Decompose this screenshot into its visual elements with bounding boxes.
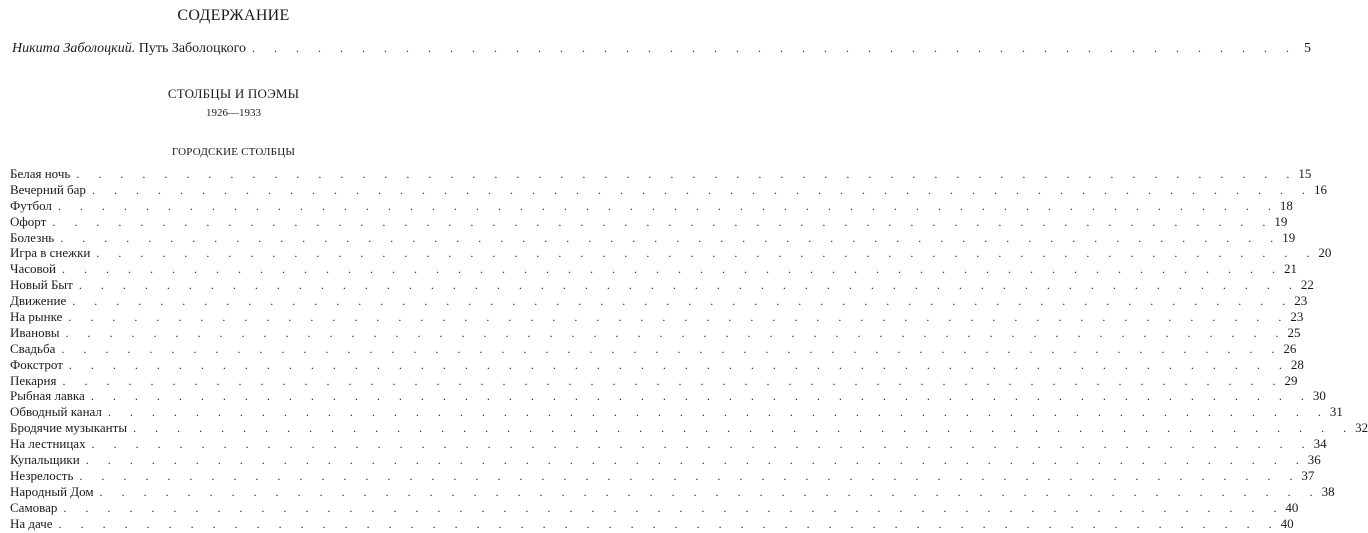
toc-entry[interactable]	[10, 166, 1312, 182]
toc-entry-title: Движение	[10, 293, 67, 309]
section-title: СТОЛБЦЫ И ПОЭМЫ	[167, 86, 300, 101]
toc-entry-page-number: 32	[1355, 420, 1368, 436]
dot-leader: . . . . . . . . . . . . . . . . . . . . . . . . . . . . . . . . . . . . . . . . . . . . . . . . . . . . . . . .	[85, 453, 1307, 468]
toc-entry-title: Народный Дом	[10, 483, 94, 499]
toc-entry[interactable]	[10, 420, 1368, 436]
toc-entry-page-number: 30	[1312, 388, 1326, 404]
dot-leader: . . . . . . . . . . . . . . . . . . . . . . . . . . . . . . . . . . . . . . . . . . . . . . . . . . . . . . . .	[58, 516, 1280, 531]
intro-page-number: 5	[1303, 41, 1311, 56]
intro-title: Путь Заболоцкого	[138, 41, 246, 56]
dot-leader: . . . . . . . . . . . . . . . . . . . . . . . . . . . . . . . . . . . . . . . . . . . . . . . . . . . . . . . .	[62, 373, 1284, 388]
dot-leader: . . . . . . . . . . . . . . . . . . . . . . . . . . . . . . . . . . . . . . . . . . . . . . . . . . . . . . . .	[107, 405, 1329, 420]
toc-entry-title: Футбол	[10, 197, 52, 213]
toc-entry[interactable]	[10, 372, 1298, 389]
dot-leader: . . . . . . . . . . . . . . . . . . . . . . . . . . . . . . . . . . . . . . . . . . . . . . . . . . . . . . . .	[78, 278, 1300, 293]
toc-entry[interactable]	[10, 245, 1332, 261]
toc-entry[interactable]	[10, 277, 1314, 293]
toc-entry-page-number: 37	[1301, 467, 1315, 483]
toc-entry[interactable]	[10, 181, 1327, 198]
intro-author: Никита Заболоцкий.	[12, 41, 136, 56]
toc-entry-page-number: 26	[1283, 340, 1297, 356]
toc-entry-title: На лестницах	[10, 436, 86, 452]
toc-entry-page-number: 19	[1282, 229, 1296, 245]
dot-leader: . . . . . . . . . . . . . . . . . . . . . . . . . . . . . . . . . . . . . . . . . . . . . . . . . . . . . . . .	[68, 357, 1290, 372]
toc-entry[interactable]	[10, 197, 1293, 214]
toc-list	[10, 166, 1368, 531]
toc-entry[interactable]	[10, 483, 1335, 500]
toc-entry-page-number: 34	[1313, 436, 1327, 452]
toc-entry-page-number: 19	[1274, 213, 1288, 229]
section-years: 1926—1933	[206, 107, 261, 119]
toc-entry-page-number: 29	[1284, 372, 1298, 388]
toc-entry-page-number: 21	[1284, 261, 1297, 277]
dot-leader: . . . . . . . . . . . . . . . . . . . . . . . . . . . . . . . . . . . . . . . . . . . . . . . . . . . . . . . .	[68, 310, 1290, 325]
toc-entry-title: Бродячие музыканты	[10, 420, 128, 436]
toc-entry-page-number: 16	[1313, 181, 1327, 197]
toc-entry-title: Купальщики	[10, 452, 80, 468]
toc-entry-page-number: 40	[1280, 515, 1294, 531]
toc-entry-title: Пекарня	[10, 372, 57, 388]
toc-entry-title: Рыбная лавка	[10, 388, 85, 404]
dot-leader: . . . . . . . . . . . . . . . . . . . . . . . . . . . . . . . . . . . . . . . . . . . . . . . . . . . . . . . .	[61, 341, 1283, 356]
toc-entry[interactable]	[10, 324, 1301, 341]
toc-entry-title: Часовой	[10, 261, 56, 277]
dot-leader: . . . . . . . . . . . . . . . . . . . . . . . . . . . . . . . . . . . . . . . . . . . . . . . . . . . . . . . .	[57, 198, 1279, 213]
toc-entry[interactable]	[10, 467, 1315, 484]
dot-leader: . . . . . . . . . . . . . . . . . . . . . . . . . . . . . . . . . . . . . . . . . . . . . . . . . . . . . . . .	[91, 437, 1313, 452]
toc-entry-title: Фокстрот	[10, 356, 63, 372]
toc-intro-entry[interactable]	[12, 41, 1311, 59]
dot-leader: . . . . . . . . . . . . . . . . . . . . . . . . . . . . . . . . . . . . . . . . . . . . . . . . . . . . . . . .	[52, 214, 1274, 229]
toc-entry-title: Болезнь	[10, 229, 55, 245]
toc-entry[interactable]	[10, 309, 1304, 325]
toc-entry-page-number: 15	[1298, 166, 1312, 181]
toc-entry[interactable]	[10, 229, 1296, 246]
toc-entry-page-number: 20	[1318, 245, 1332, 261]
dot-leader: . . . . . . . . . . . . . . . . . . . . . . . . . . . . . . . . . . . . . . . . . . . . . . . . . . . . . . . .	[90, 389, 1312, 404]
toc-entry-page-number: 23	[1290, 309, 1304, 325]
toc-entry-title: Новый Быт	[10, 277, 73, 293]
toc-entry[interactable]	[10, 404, 1343, 420]
toc-entry-title: Белая ночь	[10, 166, 71, 181]
toc-entry[interactable]	[10, 340, 1297, 357]
toc-entry-page-number: 25	[1287, 324, 1301, 340]
dot-leader: . . . . . . . . . . . . . . . . . . . . . . . . . . . . . . . . . . . . . . . . . . . . . . . . . . . . . . . .	[76, 167, 1298, 181]
dot-leader: . . . . . . . . . . . . . . . . . . . . . . . . . . . . . . . . . . . . . . . . . . . . . . . . . . . . . . . .	[65, 325, 1287, 340]
subsection-title: ГОРОДСКИЕ СТОЛБЦЫ	[171, 146, 296, 158]
toc-entry[interactable]	[10, 499, 1299, 516]
dot-leader: . . . . . . . . . . . . . . . . . . . . . . . . . . . . . . . . . . . . . . . . . . . . . . . . . . . . . . . .	[133, 421, 1355, 436]
dot-leader: . . . . . . . . . . . . . . . . . . . . . . . . . . . . . . . . . . . . . . . . . . . . . . . . . . . . . . . .	[79, 468, 1301, 483]
toc-entry[interactable]	[10, 356, 1304, 373]
toc-entry[interactable]	[10, 436, 1327, 452]
toc-entry-title: Офорт	[10, 213, 47, 229]
toc-entry-title: На даче	[10, 515, 53, 531]
toc-entry[interactable]	[10, 515, 1294, 532]
dot-leader: . . . . . . . . . . . . . . . . . . . . . . . . . . . . . . . . . . . . . . . . . . . . . . . . . . . . . . . .	[99, 484, 1321, 499]
toc-entry-page-number: 18	[1279, 197, 1293, 213]
toc-entry-page-number: 40	[1285, 499, 1299, 515]
page-title: СОДЕРЖАНИЕ	[177, 7, 290, 24]
toc-entry-page-number: 28	[1290, 356, 1304, 372]
toc-entry-page-number: 38	[1321, 483, 1335, 499]
toc-entry-page-number: 22	[1300, 277, 1314, 293]
toc-entry-page-number: 23	[1294, 293, 1308, 309]
toc-entry-page-number: 31	[1329, 404, 1343, 420]
dot-leader: . . . . . . . . . . . . . . . . . . . . . . . . . . . . . . . . . . . . . . . . . . . . . . . . . . . . . . . .	[72, 294, 1294, 309]
toc-entry-page-number: 36	[1307, 452, 1321, 468]
dot-leader: . . . . . . . . . . . . . . . . . . . . . . . . . . . . . . . . . . . . . . . . . . . . . . . . . . . . . . . .	[91, 182, 1313, 197]
dot-leader: . . . . . . . . . . . . . . . . . . . . . . . . . . . . . . . . . . . . . . . . . . . . . . . .	[251, 41, 1297, 55]
toc-entry-title: Вечерний бар	[10, 181, 86, 197]
toc-entry-title: Игра в снежки	[10, 245, 91, 261]
dot-leader: . . . . . . . . . . . . . . . . . . . . . . . . . . . . . . . . . . . . . . . . . . . . . . . . . . . . . . . .	[63, 500, 1285, 515]
toc-entry-title: Ивановы	[10, 324, 60, 340]
toc-entry[interactable]	[10, 293, 1308, 309]
dot-leader: . . . . . . . . . . . . . . . . . . . . . . . . . . . . . . . . . . . . . . . . . . . . . . . . . . . . . . . .	[60, 230, 1282, 245]
toc-entry-title: Самовар	[10, 499, 58, 515]
dot-leader: . . . . . . . . . . . . . . . . . . . . . . . . . . . . . . . . . . . . . . . . . . . . . . . . . . . . . . . .	[96, 246, 1318, 261]
dot-leader: . . . . . . . . . . . . . . . . . . . . . . . . . . . . . . . . . . . . . . . . . . . . . . . . . . . . . . . .	[62, 262, 1283, 277]
toc-entry-title: Незрелость	[10, 467, 74, 483]
toc-entry-title: Свадьба	[10, 340, 56, 356]
toc-entry[interactable]	[10, 261, 1297, 277]
toc-entry[interactable]	[10, 388, 1326, 404]
toc-entry-title: Обводный канал	[10, 404, 102, 420]
toc-entry[interactable]	[10, 213, 1288, 230]
toc-entry[interactable]	[10, 452, 1321, 468]
toc-entry-title: На рынке	[10, 309, 63, 325]
